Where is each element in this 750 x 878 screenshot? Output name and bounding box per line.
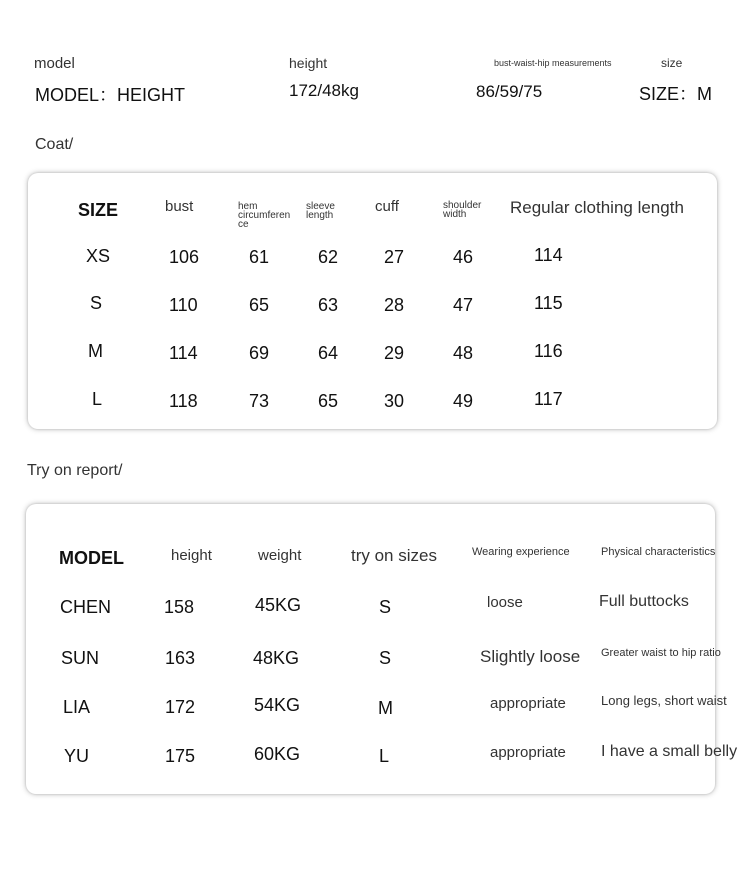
tryon-row-yu-physical: I have a small belly: [601, 743, 738, 760]
coat-row-m-shoulder: 48: [453, 343, 474, 363]
tryon-row-lia-model: LIA: [63, 697, 91, 717]
coat-row-m-size: M: [88, 341, 103, 361]
tryon-header-physical: Physical characteristics: [601, 546, 716, 558]
coat-row-xs-cuff: 27: [384, 247, 405, 267]
tryon-row-lia-height: 172: [165, 697, 196, 717]
coat-row-m-length: 116: [534, 341, 563, 361]
height-label: height: [289, 55, 328, 71]
coat-header-length: Regular clothing length: [510, 198, 684, 217]
coat-row-s-size: S: [90, 293, 103, 313]
tryon-row-lia-experience: appropriate: [490, 695, 566, 712]
tryon-row-chen-weight: 45KG: [255, 595, 302, 615]
coat-row-l-cuff: 30: [384, 391, 405, 411]
model-label: model: [34, 55, 75, 72]
tryon-row-lia-physical: Long legs, short waist: [601, 693, 727, 708]
size-label: size: [661, 56, 683, 70]
tryon-row-chen-model: CHEN: [60, 597, 112, 617]
coat-header-sleeve: sleeve length: [306, 201, 335, 221]
coat-row-xs-length: 114: [534, 245, 563, 265]
tryon-row-sun-weight: 48KG: [253, 648, 300, 668]
coat-row-s-length: 115: [534, 293, 563, 313]
coat-row-m-cuff: 29: [384, 343, 405, 363]
tryon-header-model: MODEL: [59, 548, 124, 568]
coat-row-s-cuff: 28: [384, 295, 405, 315]
tryon-row-yu-model: YU: [64, 746, 90, 766]
height-value: 172/48kg: [289, 81, 359, 100]
tryon-row-sun-size: S: [379, 648, 392, 668]
coat-header-cuff: cuff: [375, 198, 399, 215]
tryon-row-chen-physical: Full buttocks: [599, 593, 689, 610]
coat-section-title: Coat/: [35, 136, 74, 153]
coat-row-xs-size: XS: [86, 246, 111, 266]
tryon-row-sun-model: SUN: [61, 648, 100, 668]
tryon-row-lia-size: M: [378, 698, 393, 718]
tryon-header-height: height: [171, 547, 212, 564]
tryon-row-yu-size: L: [379, 746, 390, 766]
size-value: SIZE：M: [639, 84, 713, 104]
tryon-header-weight: weight: [258, 547, 302, 564]
bwh-label: bust-waist-hip measurements: [494, 58, 612, 68]
tryon-row-chen-height: 158: [164, 597, 195, 617]
tryon-row-sun-experience: Slightly loose: [480, 647, 581, 666]
tryon-section-title: Try on report/: [27, 462, 123, 479]
coat-header-shoulder: shoulder width: [443, 200, 482, 220]
tryon-row-sun-height: 163: [165, 648, 196, 668]
coat-row-l-bust: 118: [169, 391, 198, 411]
coat-row-l-hem: 73: [249, 391, 270, 411]
coat-row-xs-bust: 106: [169, 247, 200, 267]
coat-row-s-sleeve: 63: [318, 295, 339, 315]
coat-row-s-hem: 65: [249, 295, 270, 315]
bwh-value: 86/59/75: [476, 82, 543, 101]
coat-header-size: SIZE: [78, 200, 119, 220]
coat-row-m-bust: 114: [169, 343, 198, 363]
tryon-row-yu-experience: appropriate: [490, 744, 566, 761]
coat-row-m-sleeve: 64: [318, 343, 339, 363]
coat-row-xs-hem: 61: [249, 247, 270, 267]
coat-header-hem: hem circumferen ce: [238, 201, 291, 230]
coat-row-xs-shoulder: 46: [453, 247, 474, 267]
coat-row-s-bust: 110: [169, 295, 198, 315]
coat-row-s-shoulder: 47: [453, 295, 474, 315]
coat-row-xs-sleeve: 62: [318, 247, 339, 267]
tryon-row-lia-weight: 54KG: [254, 695, 301, 715]
coat-header-bust: bust: [165, 198, 194, 215]
coat-row-l-size: L: [92, 389, 103, 409]
tryon-header-sizes: try on sizes: [351, 546, 437, 565]
coat-row-m-hem: 69: [249, 343, 270, 363]
tryon-row-yu-weight: 60KG: [254, 744, 301, 764]
model-value: MODEL：HEIGHT: [35, 85, 186, 105]
coat-row-l-sleeve: 65: [318, 391, 339, 411]
coat-row-l-shoulder: 49: [453, 391, 474, 411]
tryon-row-chen-size: S: [379, 597, 392, 617]
tryon-header-experience: Wearing experience: [472, 546, 570, 558]
tryon-row-sun-physical: Greater waist to hip ratio: [601, 647, 721, 659]
tryon-row-chen-experience: loose: [487, 594, 523, 611]
coat-row-l-length: 117: [534, 389, 563, 409]
tryon-row-yu-height: 175: [165, 746, 196, 766]
